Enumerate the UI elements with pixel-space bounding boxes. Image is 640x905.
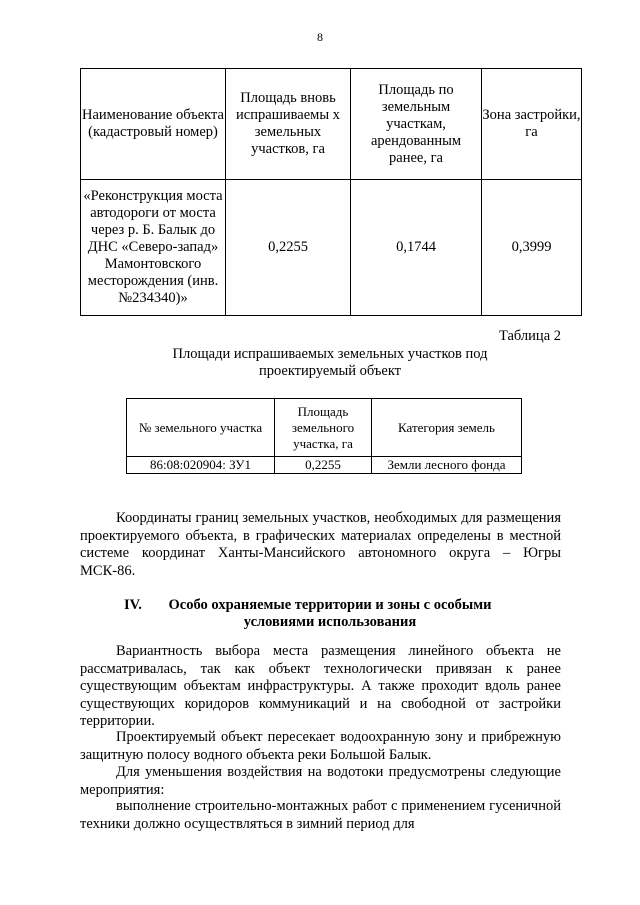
page-number: 8 (317, 30, 323, 44)
table2-title: Площади испрашиваемых земельных участков под проектируемый объект (172, 346, 488, 379)
paragraph-measures: Для уменьшения воздействия на водотоки предусмотрены следующие мероприятия: (80, 764, 561, 798)
cell-plot-number: 86:08:020904: ЗУ1 (127, 457, 275, 474)
cell-plot-area: 0,2255 (275, 457, 372, 474)
table-header-row (127, 399, 522, 457)
coordinates-paragraph: Координаты границ земельных участков, необходимых для размещения проектируемого объекта, в графических материалах определены в местной системе координат Ханты-Мансийского автономного округа – Югры МСК-86. (80, 510, 561, 579)
header-plot-area: Площадь земельного участка, га (275, 399, 372, 457)
table-header-row (81, 69, 582, 180)
section-heading (80, 597, 581, 631)
header-leased-area: Площадь по земельным участкам, арендованным ранее, га (351, 69, 482, 180)
header-object-name: Наименование объекта (кадастровый номер) (81, 69, 226, 180)
header-land-category: Категория земель (372, 399, 522, 457)
cell-land-category: Земли лесного фонда (372, 457, 522, 474)
section-number: IV. (124, 597, 142, 613)
header-new-area: Площадь вновь испрашиваемы х земельных участков, га (226, 69, 351, 180)
cell-leased-area: 0,1744 (351, 180, 482, 316)
header-plot-number: № земельного участка (127, 399, 275, 457)
paragraph-variance: Вариантность выбора места размещения линейного объекта не рассматривалась, так как объект технологически привязан к ранее существующим объектам инфраструктуры. А также проходит вдоль ранее существующих коридоров коммуникаций и на свободной от застройки территории. (80, 643, 561, 729)
paragraph-water-zone: Проектируемый объект пересекает водоохранную зону и прибрежную защитную полосу водного объекта реки Большой Балык. (80, 729, 561, 763)
section-title: Особо охраняемые территории и зоны с особыми условиями использования (168, 597, 492, 630)
cell-development-zone: 0,3999 (482, 180, 582, 316)
land-area-table (80, 68, 582, 316)
paragraph-works: выполнение строительно-монтажных работ с применением гусеничной техники должно осуществляться в зимний период для (80, 798, 561, 832)
table-row (127, 457, 522, 474)
cell-new-area: 0,2255 (226, 180, 351, 316)
land-plots-table (126, 398, 522, 474)
cell-object-name: «Реконструкция моста автодороги от моста через р. Б. Балык до ДНС «Северо-запад» Мамонтовского месторождения (инв.№234340)» (81, 180, 226, 316)
table2-label: Таблица 2 (498, 328, 561, 344)
table-row (81, 180, 582, 316)
header-development-zone: Зона застройки, га (482, 69, 582, 180)
